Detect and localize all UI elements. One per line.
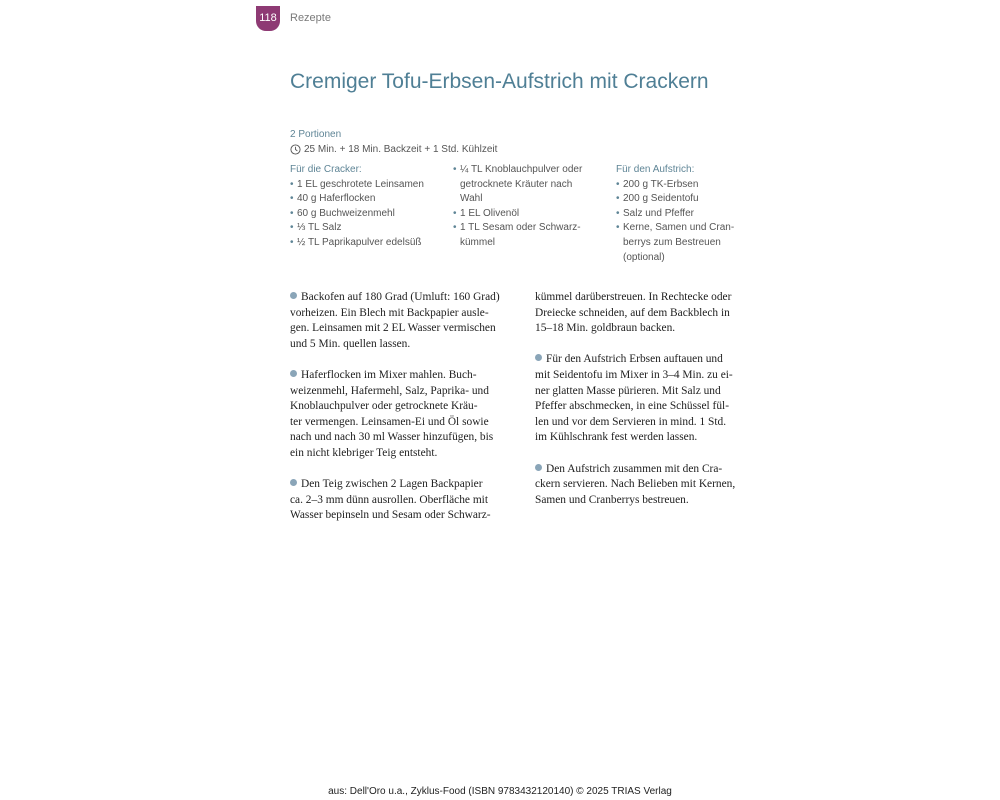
ingredient-line: • 1 TL Sesam oder Schwarz-	[460, 222, 581, 234]
step-line: Für den Aufstrich Erbsen auftauen und	[546, 353, 723, 366]
ingredient-item	[453, 221, 613, 250]
bullet-icon	[535, 354, 542, 361]
bullet-icon	[290, 479, 297, 486]
ingredient-item	[453, 163, 613, 207]
step-line: Samen und Cranberrys bestreuen.	[535, 493, 689, 506]
ingredient-line: berrys zum Bestreuen	[623, 236, 721, 248]
ingredient-list-crackers	[290, 178, 450, 251]
spread-heading: Für den Aufstrich:	[616, 164, 695, 175]
steps-column-left	[290, 290, 512, 540]
step-paragraph	[290, 290, 512, 352]
ingredient-line: • 1 EL Olivenöl	[460, 207, 520, 219]
ingredient-line: kümmel	[460, 236, 496, 248]
ingredient-list-spread	[616, 178, 776, 266]
step-line: ckern servieren. Nach Belieben mit Kernen,	[535, 478, 736, 491]
ingredient-item: • 60 g Buchweizenmehl	[290, 207, 450, 222]
ingredient-line: • Salz und Pfeffer	[623, 207, 694, 219]
step-line: im Kühlschrank fest werden lassen.	[535, 431, 698, 444]
ingredients-column-1	[290, 163, 450, 251]
step-line: Pfeffer abschmecken, in eine Schüssel fül-	[535, 400, 729, 413]
time-text: 25 Min. + 18 Min. Backzeit + 1 Std. Kühlzeit	[304, 144, 498, 155]
bullet-icon	[290, 370, 297, 377]
ingredient-line: • Kerne, Samen und Cran-	[623, 222, 735, 234]
source-footer: aus: Dell'Oro u.a., Zyklus-Food (ISBN 9783432120140) © 2025 TRIAS Verlag	[328, 786, 672, 797]
step-line: mit Seidentofu im Mixer in 3–4 Min. zu ei-	[535, 368, 733, 381]
step-line: ter vermengen. Leinsamen-Ei und Öl sowie	[290, 415, 489, 428]
ingredient-line: (optional)	[623, 251, 665, 263]
bullet-icon	[290, 292, 297, 299]
step-line: vorheizen. Ein Blech mit Backpapier ausle-	[290, 306, 489, 319]
step-line: und 5 Min. quellen lassen.	[290, 337, 411, 350]
step-line: kümmel darüberstreuen. In Rechtecke oder	[535, 291, 732, 303]
step-line: Haferflocken im Mixer mahlen. Buch-	[301, 368, 477, 381]
step-line: Backofen auf 180 Grad (Umluft: 160 Grad)	[301, 291, 500, 303]
step-line: ein nicht klebriger Teig entsteht.	[290, 446, 438, 459]
step-line: Wasser bepinseln und Sesam oder Schwarz-	[290, 509, 491, 522]
step-line: Den Aufstrich zusammen mit den Cra-	[546, 462, 723, 475]
step-paragraph	[535, 352, 757, 446]
ingredient-item	[616, 178, 776, 193]
ingredient-item	[453, 207, 613, 222]
ingredients-column-3	[616, 163, 776, 265]
ingredient-item	[616, 207, 776, 222]
bullet-icon	[535, 464, 542, 471]
recipe-title: Cremiger Tofu-Erbsen-Aufstrich mit Crackern	[290, 70, 709, 93]
section-label: Rezepte	[290, 12, 331, 24]
step-line: gen. Leinsamen mit 2 EL Wasser vermischen	[290, 322, 496, 335]
step-paragraph	[290, 477, 512, 524]
clock-icon	[290, 144, 301, 155]
step-line: 15–18 Min. goldbraun backen.	[535, 322, 676, 335]
step-paragraph	[535, 462, 757, 509]
ingredient-list-crackers-cont	[453, 163, 613, 251]
step-line: ca. 2–3 mm dünn ausrollen. Oberfläche mit	[290, 493, 489, 506]
ingredients-column-2	[453, 163, 613, 251]
time-info	[290, 142, 497, 157]
ingredient-item	[616, 192, 776, 207]
step-line: Den Teig zwischen 2 Lagen Backpapier	[301, 478, 483, 491]
ingredient-item: • 40 g Haferflocken	[290, 192, 450, 207]
ingredient-item: • 1 EL geschrotete Leinsamen	[290, 178, 450, 193]
page-number-badge: 118	[256, 6, 280, 31]
step-line: Dreiecke schneiden, auf dem Backblech in	[535, 306, 730, 319]
ingredient-line: • 200 g Seidentofu	[623, 193, 699, 205]
ingredient-line: Wahl	[460, 193, 483, 205]
step-line: weizenmehl, Hafermehl, Salz, Paprika- und	[290, 384, 489, 397]
ingredient-item: • ½ TL Paprikapulver edelsüß	[290, 236, 450, 251]
ingredient-line: getrocknete Kräuter nach	[460, 178, 573, 190]
step-paragraph	[535, 290, 757, 337]
step-line: ner glatten Masse pürieren. Mit Salz und	[535, 384, 721, 397]
step-line: len und vor dem Servieren in mind. 1 Std.	[535, 415, 727, 428]
ingredient-item	[616, 221, 776, 265]
step-line: nach und nach 30 ml Wasser hinzufügen, bis	[290, 431, 494, 444]
recipe-meta	[290, 127, 497, 157]
ingredient-line: • ¼ TL Knoblauchpulver oder	[460, 164, 583, 175]
step-line: Knoblauchpulver oder getrocknete Kräu-	[290, 400, 478, 413]
step-paragraph	[290, 368, 512, 462]
ingredient-line: • 200 g TK-Erbsen	[623, 178, 699, 190]
ingredient-item: • ⅓ TL Salz	[290, 221, 450, 236]
crackers-heading: Für die Cracker:	[290, 164, 362, 175]
steps-column-right	[535, 290, 757, 524]
portions: 2 Portionen	[290, 129, 342, 140]
